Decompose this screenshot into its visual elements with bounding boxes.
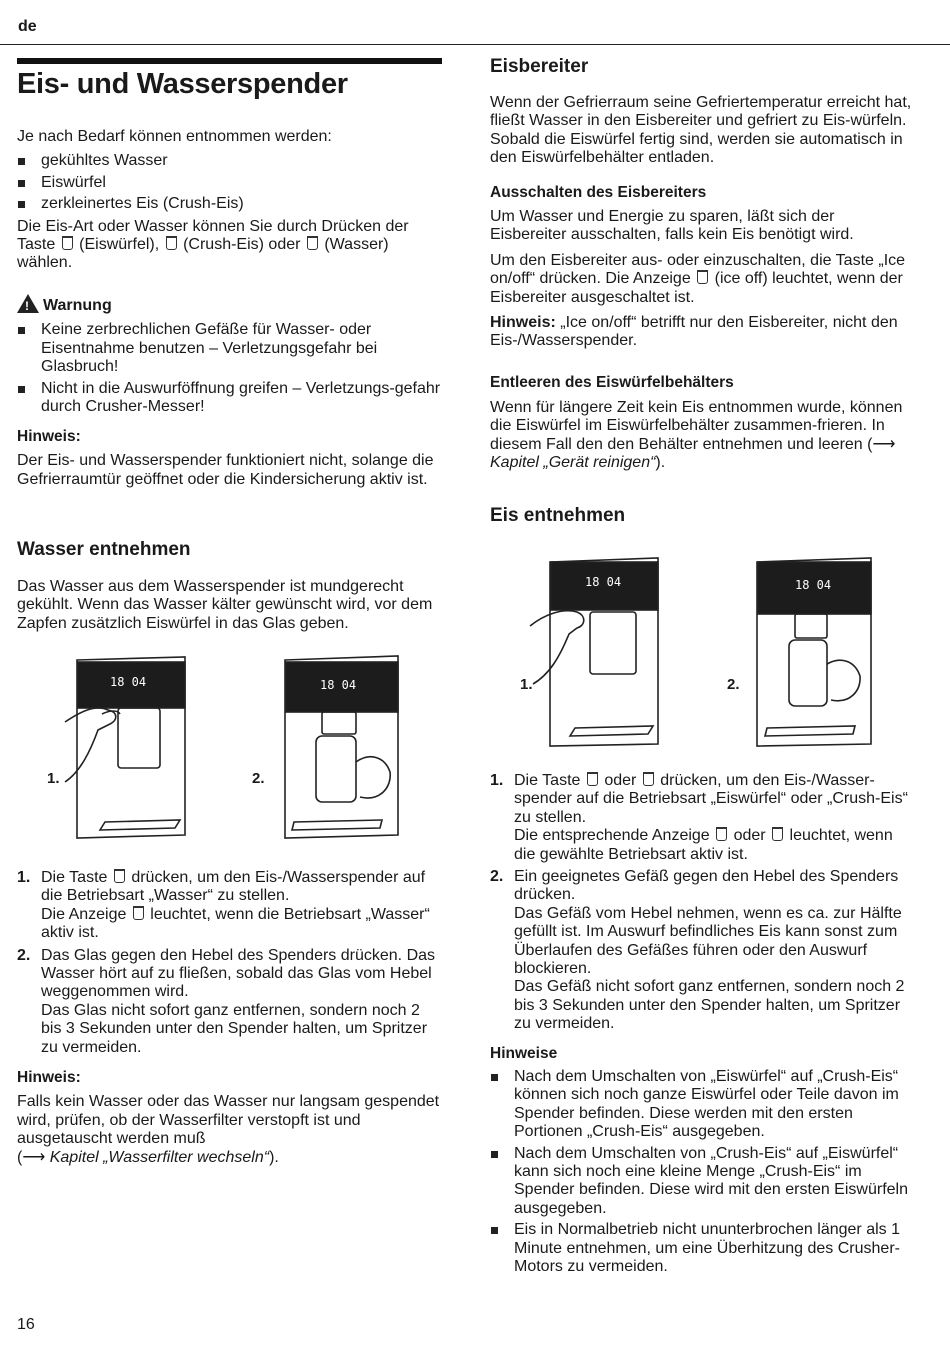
water-steps-list [17, 869, 442, 1057]
display-readout: 18 04 [320, 678, 357, 692]
figure-label-step1: 1. [520, 676, 533, 693]
note-heading: Hinweis: [17, 428, 81, 445]
icemaker-heading: Eisbereiter [490, 56, 589, 77]
ice-heading: Eis entnehmen [490, 505, 626, 526]
warning-triangle-icon [17, 294, 39, 313]
page-title: Eis- und Wasserspender [17, 68, 348, 100]
display-readout: 18 04 [585, 575, 622, 589]
intro-lead: Je nach Bedarf können entnommen werden: [17, 128, 332, 145]
list-item: Nach dem Umschalten von „Crush-Eis“ auf „Eiswürfel“ kann sich noch eine kleine Menge „Crush-Eis“ im Spender befinden. Diese wird mit den ersten Eiswürfeln ausgegeben. [490, 1145, 915, 1219]
water-steps [17, 869, 442, 1061]
icemaker-off-heading: Ausschalten des Eisbereiters [490, 184, 707, 201]
warning-heading: !Warnung [17, 294, 442, 315]
display-readout: 18 04 [110, 675, 147, 689]
note-section [17, 428, 442, 489]
intro-select-text: Die Eis-Art oder Wasser können Sie durch Drücken der Taste (Eiswürfel), (Crush-Eis) oder (Wasser) wählen. [17, 217, 409, 272]
list-item: Keine zerbrechlichen Gefäße für Wasser- oder Eisentnahme benutzen – Verletzungsgefahr bei Glasbruch! [17, 321, 442, 376]
warning-list [17, 321, 442, 416]
crushed-ice-icon [643, 772, 654, 786]
note-text: Der Eis- und Wasserspender funktioniert nicht, solange die Gefrierraumtür geöffnet oder die Kindersicherung aktiv ist. [17, 452, 434, 488]
list-item: Nach dem Umschalten von „Eiswürfel“ auf „Crush-Eis“ können sich noch ganze Eiswürfel oder Teile davon im Spender befinden. Diese werden mit den ersten Portionen „Crush-Eis“ ausgegeben. [490, 1068, 915, 1142]
icemaker-off-section: Um Wasser und Energie zu sparen, läßt sich der Eisbereiter ausschalten, falls kein Eis benötigt wird. Um den Eisbereiter aus- oder einzuschalten, die Taste „Ice on/off“ drücken. Die Anzeige (ice off) leuchtet, wenn der Eisbereiter ausgeschaltet ist. Hinweis: „Ice on/off“ betrifft nur den Eisbereiter, nicht den Eis-/Wasserspender. [490, 208, 906, 350]
water-dispenser-drawing [40, 652, 440, 850]
list-item: 1. Die Taste drücken, um den Eis-/Wasserspender auf die Betriebsart „Wasser“ zu stellen. Die Anzeige leuchtet, wenn die Betriebsart „Wasser“ aktiv ist. [17, 869, 430, 942]
water-heading: Wasser entnehmen [17, 539, 191, 560]
warning-section [17, 294, 442, 419]
intro-section [17, 128, 442, 273]
note2-section [17, 1069, 442, 1167]
water-icon [133, 906, 144, 920]
ice-dispense-illustration [515, 556, 875, 750]
header-rule [0, 44, 950, 45]
hints-section [490, 1068, 915, 1279]
list-item: zerkleinertes Eis (Crush-Eis) [17, 195, 442, 213]
ice-steps [490, 772, 915, 1038]
page-number: 16 [17, 1316, 35, 1333]
language-tag: de [18, 18, 37, 35]
water-dispense-illustration [40, 652, 440, 850]
list-item: 2. Das Glas gegen den Hebel des Spenders drücken. Das Wasser hört auf zu fließen, sobald das Glas vom Hebel weggenommen wird. Das Glas nicht sofort ganz entfernen, sondern noch 2 bis 3 Sekunden unter den Spender halten, um Spritzer zu vermeiden. [17, 946, 436, 1056]
note-heading: Hinweis: [17, 1069, 81, 1086]
empty-bin-heading: Entleeren des Eiswürfelbehälters [490, 374, 734, 391]
list-item: 2. Ein geeignetes Gefäß gegen den Hebel des Spenders drücken. Das Gefäß vom Hebel nehmen, wenn es ca. zur Hälfte gefüllt ist. Im Auswurf befindliches Eis kann sonst zum Überlaufen des Gefäßes führen oder den Auswurf blockieren. Das Gefäß nicht sofort ganz entfernen, sondern noch 2 bis 3 Sekunden unter den Spender halten, um Spritzer zu vermeiden. [490, 868, 905, 1033]
figure-label-step2: 2. [252, 770, 265, 787]
ice-cube-icon [587, 772, 598, 786]
empty-bin-text: Wenn für längere Zeit kein Eis entnommen wurde, können die Eiswürfel im Eiswürfelbehälter zusammen-frieren. In diesem Fall den den Behälter entnehmen und leeren (⟶ Kapitel „Gerät reinigen“). [490, 399, 903, 472]
crushed-ice-icon [772, 827, 783, 841]
ice-steps-list [490, 772, 915, 1034]
title-bar [17, 58, 442, 64]
figure-label-step1: 1. [47, 770, 60, 787]
water-intro: Das Wasser aus dem Wasserspender ist mundgerecht gekühlt. Wenn das Wasser kälter gewünscht wird, vor dem Zapfen zusätzlich Eiswürfel in das Glas geben. [17, 578, 433, 632]
figure-label-step2: 2. [727, 676, 740, 693]
display-readout: 18 04 [795, 578, 832, 592]
list-item: Eiswürfel [17, 174, 442, 192]
crushed-ice-icon [166, 236, 177, 250]
ice-cube-icon [716, 827, 727, 841]
list-item: 1. Die Taste oder drücken, um den Eis-/Wasser-spender auf die Betriebsart „Eiswürfel“ oder „Crush-Eis“ zu stellen. Die entsprechende Anzeige oder leuchtet, wenn die gewählte Betriebsart aktiv ist. [490, 772, 908, 863]
ice-dispenser-drawing [515, 556, 875, 750]
ice-cube-icon [62, 236, 73, 250]
water-icon [114, 869, 125, 883]
intro-list [17, 152, 442, 213]
water-icon [307, 236, 318, 250]
list-item: Eis in Normalbetrieb nicht ununterbrochen länger als 1 Minute entnehmen, um eine Überhitzung des Crusher-Motors zu vermeiden. [490, 1221, 915, 1276]
ice-off-icon [697, 270, 708, 284]
chapter-reference: Kapitel „Gerät reinigen“ [490, 454, 656, 472]
list-item: Nicht in die Auswurföffnung greifen – Verletzungs-gefahr durch Crusher-Messer! [17, 380, 442, 417]
note-text: Falls kein Wasser oder das Wasser nur langsam gespendet wird, prüfen, ob der Wasserfilter verstopft ist und ausgetauscht werden muß (⟶ Kapitel „Wasserfilter wechseln“). [17, 1093, 440, 1166]
hints-list [490, 1068, 915, 1276]
icemaker-text: Wenn der Gefrierraum seine Gefriertemperatur erreicht hat, fließt Wasser in den Eisbereiter und gefriert zu Eis-würfeln. Sobald die Eiswürfel fertig sind, werden sie automatisch in den Eiswürfelbehälter entladen. [490, 94, 912, 167]
chapter-reference: Kapitel „Wasserfilter wechseln“ [49, 1148, 270, 1166]
hints-heading: Hinweise [490, 1045, 558, 1062]
list-item: gekühltes Wasser [17, 152, 442, 170]
